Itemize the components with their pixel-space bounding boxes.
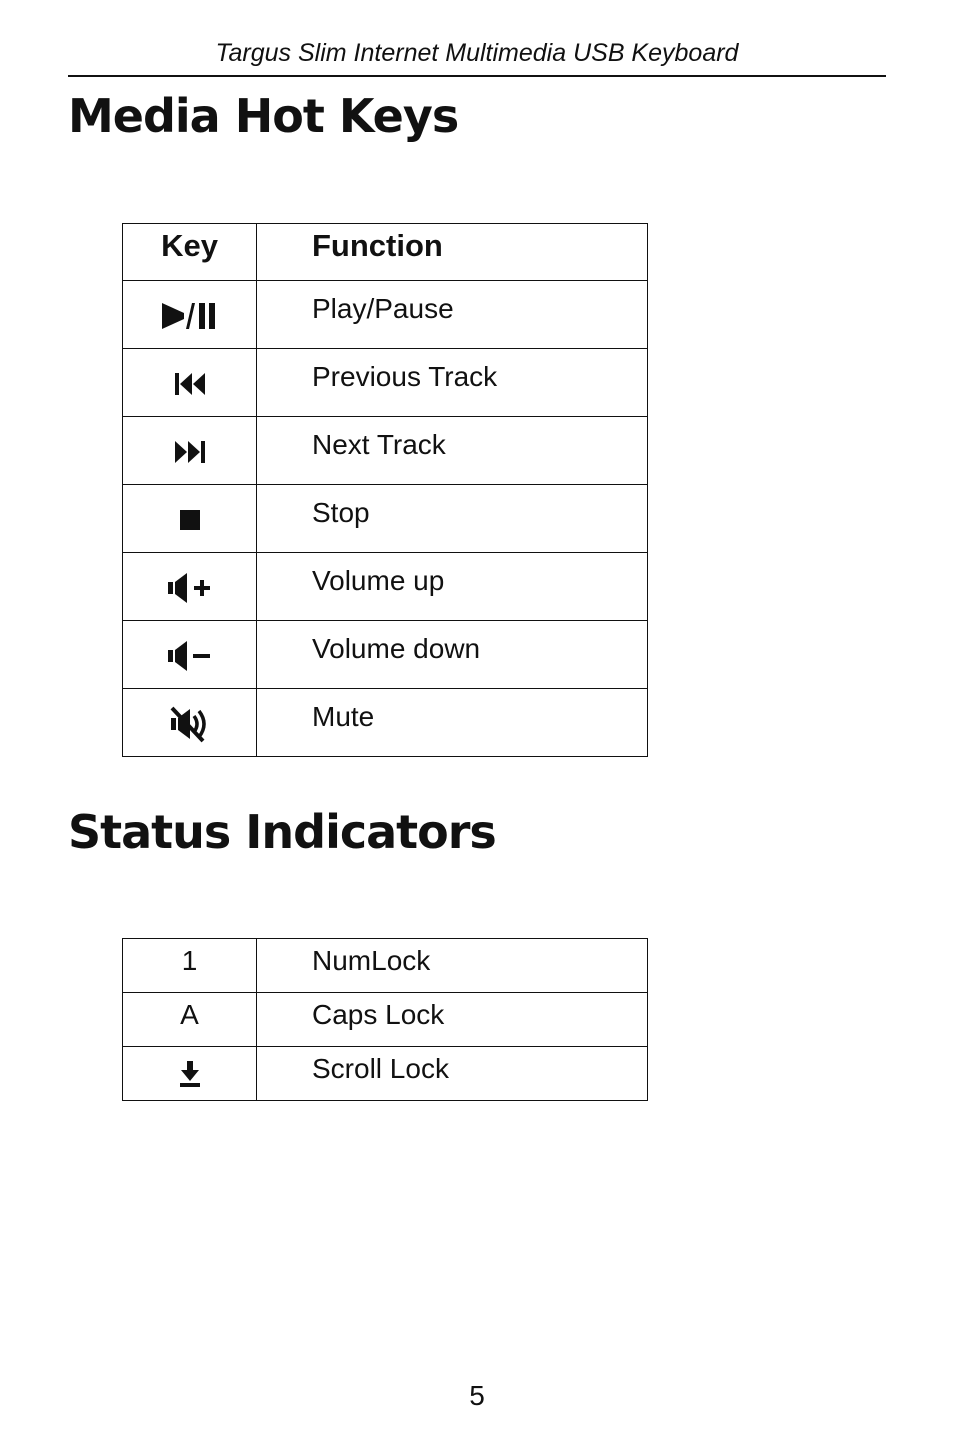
table-row <box>123 939 648 993</box>
table-row <box>123 417 648 485</box>
table-header-row <box>123 224 648 281</box>
function-cell: Caps Lock <box>257 993 648 1047</box>
volume-up-icon <box>167 571 213 605</box>
function-cell: Play/Pause <box>257 281 648 349</box>
key-cell <box>123 621 257 689</box>
table-row <box>123 621 648 689</box>
table-row <box>123 349 648 417</box>
function-cell: Volume up <box>257 553 648 621</box>
key-cell: 1 <box>123 939 257 993</box>
status-indicators-table <box>122 938 648 1101</box>
table-row <box>123 485 648 553</box>
scroll-lock-icon <box>179 1060 201 1090</box>
key-cell <box>123 1047 257 1101</box>
section-title-media-hot-keys: Media Hot Keys <box>68 89 459 143</box>
function-cell: Volume down <box>257 621 648 689</box>
function-cell: Mute <box>257 689 648 757</box>
header-rule <box>68 75 886 77</box>
column-header-function: Function <box>257 224 648 281</box>
function-cell: Stop <box>257 485 648 553</box>
key-cell: A <box>123 993 257 1047</box>
next-track-icon <box>174 440 206 464</box>
column-header-key: Key <box>123 224 257 281</box>
play-pause-icon <box>161 301 219 331</box>
key-cell <box>123 485 257 553</box>
table-row <box>123 993 648 1047</box>
key-cell <box>123 281 257 349</box>
volume-down-icon <box>167 639 213 673</box>
previous-track-icon <box>174 372 206 396</box>
running-header: Targus Slim Internet Multimedia USB Keyboard <box>215 39 739 67</box>
mute-icon <box>169 705 211 743</box>
key-cell <box>123 553 257 621</box>
function-cell: Scroll Lock <box>257 1047 648 1101</box>
page-number: 5 <box>469 1380 485 1411</box>
function-cell: NumLock <box>257 939 648 993</box>
key-cell <box>123 689 257 757</box>
key-cell <box>123 417 257 485</box>
media-hot-keys-table <box>122 223 648 757</box>
function-cell: Previous Track <box>257 349 648 417</box>
function-cell: Next Track <box>257 417 648 485</box>
section-title-status-indicators: Status Indicators <box>68 805 496 859</box>
stop-icon <box>179 509 201 531</box>
key-cell <box>123 349 257 417</box>
table-row <box>123 1047 648 1101</box>
table-row <box>123 553 648 621</box>
table-row <box>123 689 648 757</box>
table-row <box>123 281 648 349</box>
